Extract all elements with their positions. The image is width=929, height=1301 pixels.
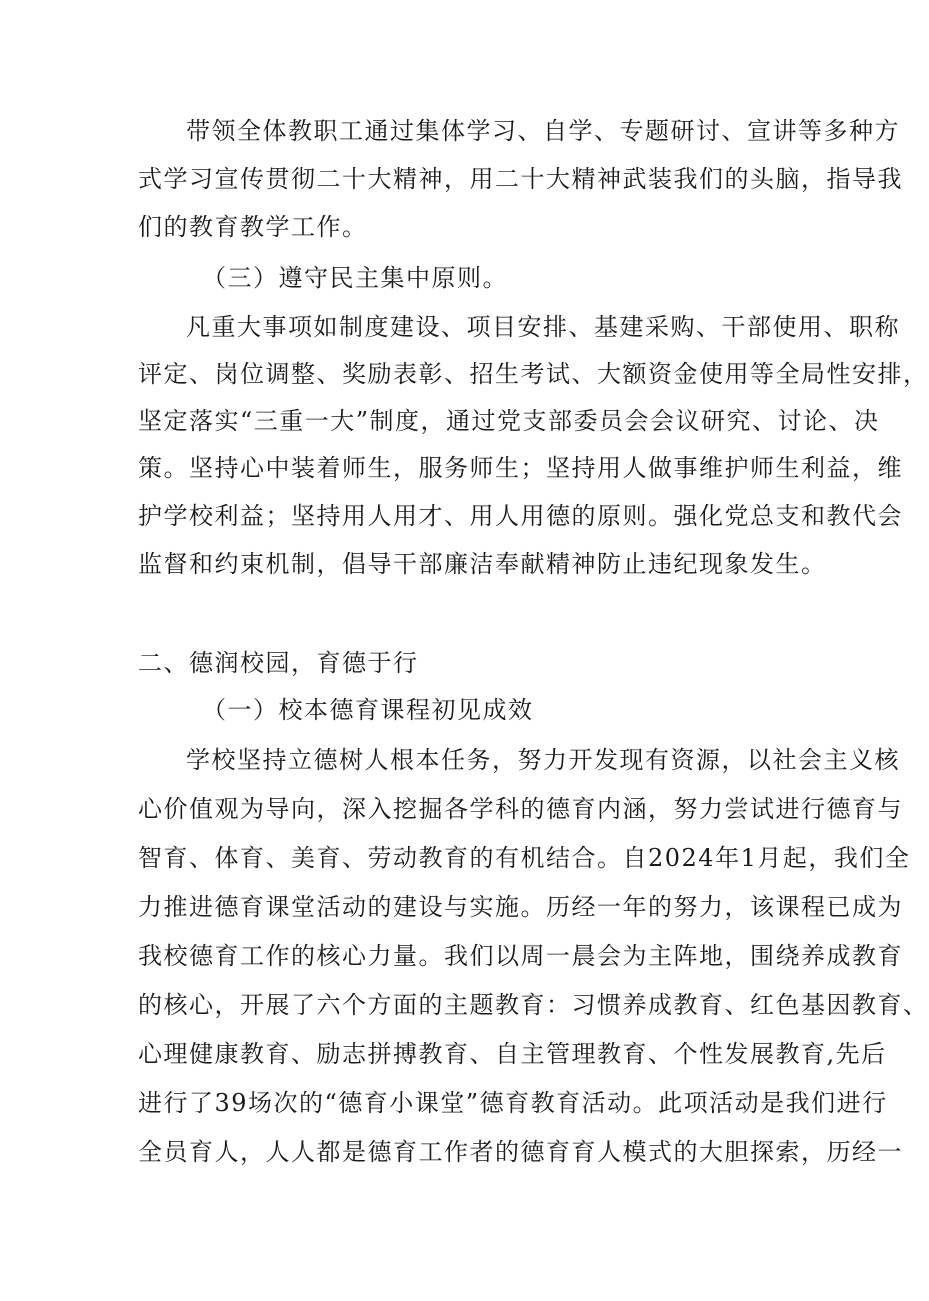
paragraph-line: 心价值观为导向，深入挖掘各学科的德育内涵，努力尝试进行德育与 bbox=[138, 795, 903, 823]
paragraph-line: 心理健康教育、励志拼搏教育、自主管理教育、个性发展教育,先后 bbox=[138, 1040, 887, 1068]
paragraph-line: 策。坚持心中装着师生，服务师生；坚持用人做事维护师生利益，维 bbox=[138, 454, 903, 482]
subheading-1: （一）校本德育课程初见成效 bbox=[202, 696, 534, 724]
paragraph-line: 智育、体育、美育、劳动教育的有机结合。自2024年1月起，我们全 bbox=[138, 844, 911, 872]
paragraph-line: 带领全体教职工通过集体学习、自学、专题研讨、宣讲等多种方 bbox=[186, 117, 900, 145]
paragraph-line: 式学习宣传贯彻二十大精神，用二十大精神武装我们的头脑，指导我 bbox=[138, 165, 903, 193]
paragraph-line: 坚定落实“三重一大”制度，通过党支部委员会会议研究、讨论、决 bbox=[138, 407, 880, 435]
paragraph-line: 力推进德育课堂活动的建设与实施。历经一年的努力，该课程已成为 bbox=[138, 893, 903, 921]
subheading-3: （三）遵守民主集中原则。 bbox=[202, 264, 508, 292]
paragraph-line: 我校德育工作的核心力量。我们以周一晨会为主阵地，围绕养成教育 bbox=[138, 942, 903, 970]
paragraph-line: 全员育人，人人都是德育工作者的德育育人模式的大胆探索，历经一 bbox=[138, 1138, 903, 1166]
paragraph-line: 的核心，开展了六个方面的主题教育：习惯养成教育、红色基因教育、 bbox=[138, 991, 929, 1019]
paragraph-line: 进行了39场次的“德育小课堂”德育教育活动。此项活动是我们进行 bbox=[138, 1089, 888, 1117]
paragraph-line: 凡重大事项如制度建设、项目安排、基建采购、干部使用、职称 bbox=[186, 313, 900, 341]
paragraph-line: 评定、岗位调整、奖励表彰、招生考试、大额资金使用等全局性安排， bbox=[138, 360, 929, 388]
paragraph-line: 们的教育教学工作。 bbox=[138, 213, 368, 241]
paragraph-line: 学校坚持立德树人根本任务，努力开发现有资源，以社会主义核 bbox=[186, 746, 900, 774]
paragraph-line: 护学校利益；坚持用人用才、用人用德的原则。强化党总支和教代会 bbox=[138, 502, 903, 530]
paragraph-line: 监督和约束机制，倡导干部廉洁奉献精神防止违纪现象发生。 bbox=[138, 550, 827, 578]
section-heading: 二、德润校园，育德于行 bbox=[138, 649, 419, 677]
